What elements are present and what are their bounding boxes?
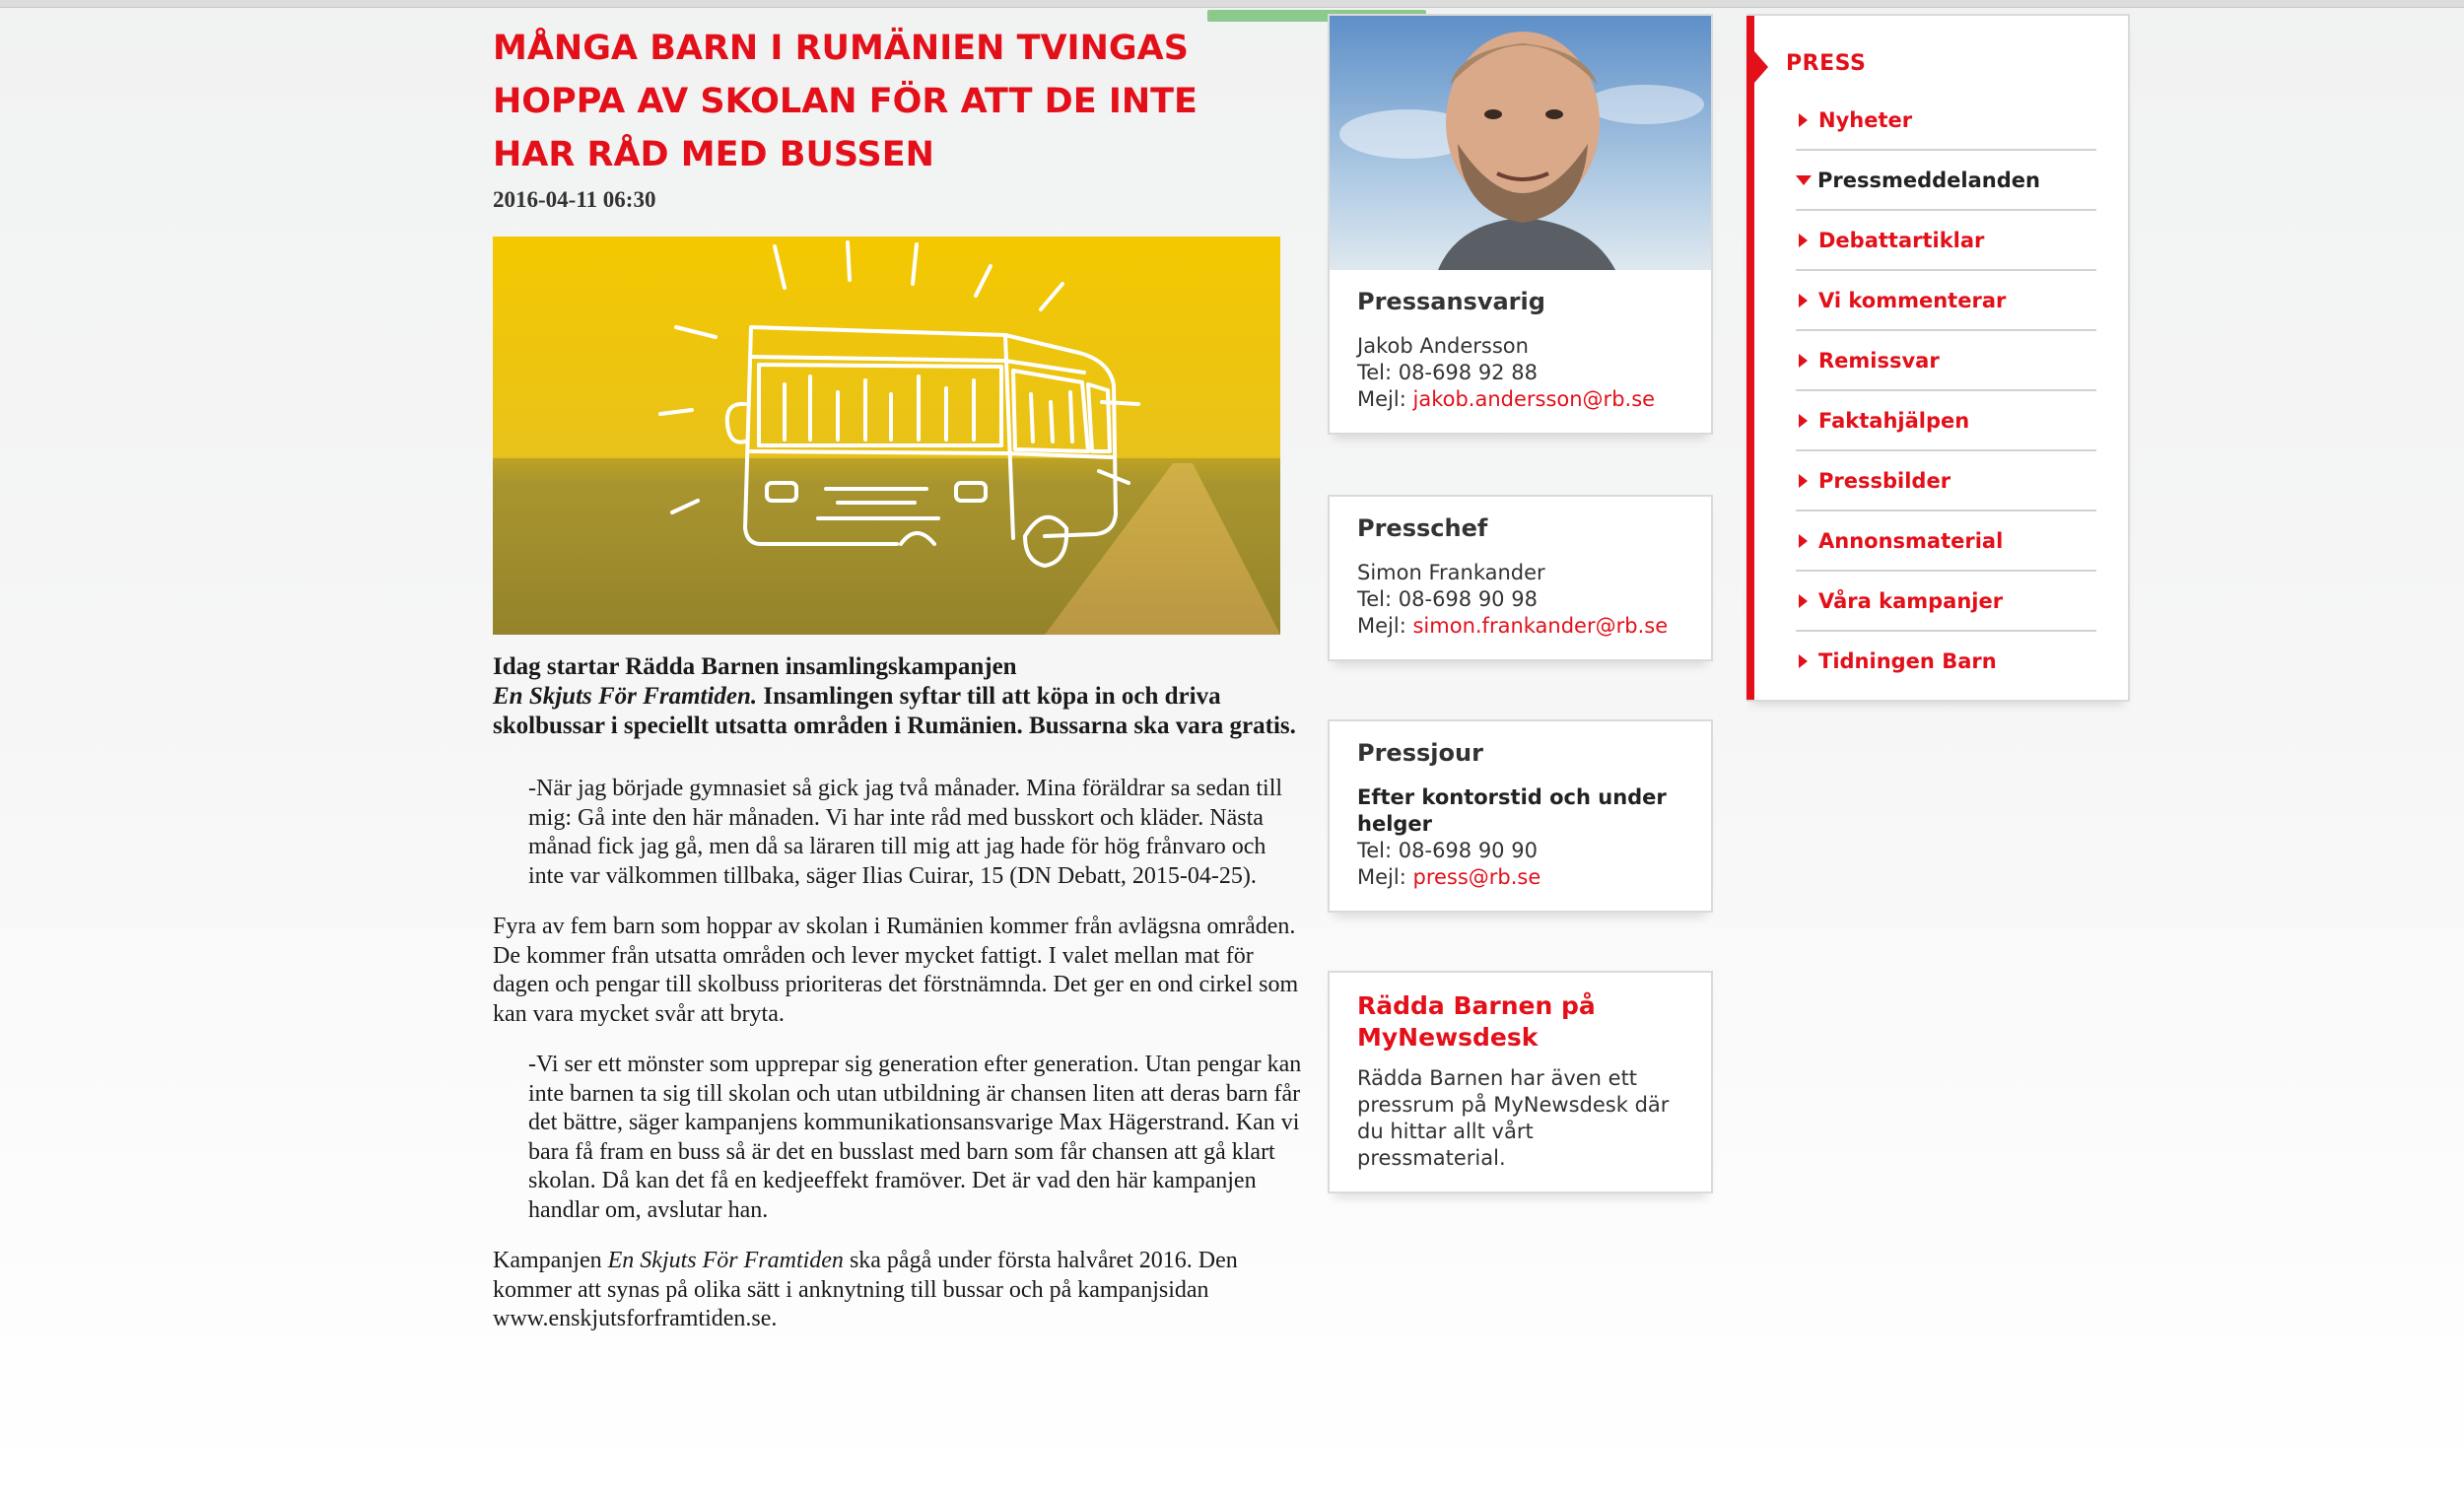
press-officer-title: Pressansvarig: [1357, 288, 1545, 315]
article: [493, 22, 1301, 1334]
article-lead: [493, 652, 1301, 741]
menu-item-label: Tidningen Barn: [1818, 648, 1997, 673]
quote-ilias: -När jag började gymnasiet så gick jag två månader. Mina föräldrar sa sedan till mig: Gå inte den här månaden. Vi har inte råd med busskort och kläder. Nästa månad fick jag gå, men då sa läraren till mig att jag hade för hög frånvaro och inte var välkommen tillbaka, säger Ilias Cuirar, 15 (DN Debatt, 2015-04-25).: [528, 776, 1283, 889]
menu-item-pressbilder[interactable]: [1796, 451, 2096, 511]
chevron-right-icon: [1799, 294, 1808, 307]
bus-illustration: [493, 237, 1280, 635]
menu-item-faktahjalpen[interactable]: [1796, 391, 2096, 451]
chevron-right-icon: [1799, 113, 1808, 127]
press-chief-phone: Tel: 08-698 90 98: [1357, 587, 1538, 611]
paragraph-dropouts: Fyra av fem barn som hoppar av skolan i Rumänien kommer från avlägsna områden. De kommer från utsatta områden och lever mycket fattigt. I valet mellan mat för dagen och pengar till skolbuss prioriteras det förstnämnda. Det ger en ond cirkel som kan vara mycket svår att bryta.: [493, 914, 1299, 1027]
menu-item-debattartiklar[interactable]: [1796, 211, 2096, 271]
press-duty-title: Pressjour: [1357, 739, 1483, 767]
press-chief-email-link[interactable]: simon.frankander@rb.se: [1412, 614, 1669, 638]
chevron-right-icon: [1799, 594, 1808, 608]
chevron-right-icon: [1799, 354, 1808, 368]
chevron-right-icon: [1799, 534, 1808, 548]
press-officer-details: [1330, 270, 1711, 433]
menu-item-vi-kommenterar[interactable]: [1796, 271, 2096, 331]
menu-item-remissvar[interactable]: [1796, 331, 2096, 391]
para-campaign-pre: Kampanjen: [493, 1248, 608, 1273]
press-officer-phone: Tel: 08-698 92 88: [1357, 361, 1538, 384]
press-duty-mail: [1357, 864, 1683, 891]
press-chief-name: Simon Frankander: [1357, 561, 1545, 584]
mynewsdesk-details: [1330, 973, 1711, 1191]
menu-item-label: Vi kommenterar: [1818, 288, 2007, 312]
press-officer-photo: [1330, 16, 1711, 270]
chevron-right-icon: [1799, 654, 1808, 668]
press-menu-accent-bar: [1746, 16, 1754, 700]
menu-item-pressmeddelanden[interactable]: [1796, 151, 2096, 211]
menu-item-label: Remissvar: [1818, 348, 1940, 373]
press-duty-email-link[interactable]: press@rb.se: [1412, 865, 1541, 889]
press-officer-mail: [1357, 386, 1683, 413]
press-duty-subtitle: Efter kontorstid och under helger: [1357, 785, 1667, 836]
press-officer-name: Jakob Andersson: [1357, 334, 1529, 358]
press-menu-title: PRESS: [1786, 51, 1867, 76]
press-menu-list: [1796, 91, 2096, 690]
press-duty-card: [1328, 719, 1713, 913]
press-chief-title: Presschef: [1357, 514, 1488, 542]
article-headline: MÅNGA BARN I RUMÄNIEN TVINGAS HOPPA AV SKOLAN FÖR ATT DE INTE HAR RÅD MED BUSSEN: [493, 29, 1198, 174]
press-chief-mail-label: Mejl:: [1357, 614, 1406, 638]
chevron-right-icon: [1799, 474, 1808, 488]
menu-item-tidningen-barn[interactable]: [1796, 632, 2096, 690]
lead-intro: Idag startar Rädda Barnen insamlingskampanjen: [493, 653, 1017, 680]
chevron-right-icon: [1799, 234, 1808, 247]
quote-max: -Vi ser ett mönster som upprepar sig generation efter generation. Utan pengar kan inte barnen ta sig till skolan och utan utbildning är chansen liten att deras barn får det bättre, säger kampanjens kommunikationsansvarige Max Hägerstrand. Kan vi bara få fram en buss så är det en busslast med barn som får chansen att gå klart skolan. Då kan det få en kedjeeffekt framöver. Det är vad den här kampanjen handlar om, avslutar han.: [528, 1052, 1302, 1223]
press-duty-details: [1330, 721, 1711, 911]
mynewsdesk-text: Rädda Barnen har även ett pressrum på MyNewsdesk där du hittar allt vårt pressmaterial.: [1357, 1066, 1670, 1170]
browser-top-edge: [0, 0, 2464, 8]
press-officer-card: [1328, 14, 1713, 435]
lead-campaign-name: En Skjuts För Framtiden.: [493, 683, 758, 710]
article-date: 2016-04-11 06:30: [493, 187, 656, 212]
lead-rest: Insamlingen syftar till att köpa in och driva skolbussar i speciellt utsatta områden i Rumänien. Bussarna ska vara gratis.: [493, 683, 1296, 739]
menu-item-label: Pressbilder: [1818, 468, 1951, 493]
press-chief-card: [1328, 495, 1713, 661]
para-campaign-name: En Skjuts För Framtiden: [607, 1248, 844, 1273]
press-menu: [1746, 14, 2130, 702]
press-duty-mail-label: Mejl:: [1357, 865, 1406, 889]
menu-item-vara-kampanjer[interactable]: [1796, 572, 2096, 632]
menu-item-label: Faktahjälpen: [1818, 408, 1970, 433]
press-chief-details: [1330, 497, 1711, 659]
menu-item-label: Annonsmaterial: [1818, 528, 2004, 553]
menu-item-annonsmaterial[interactable]: [1796, 511, 2096, 572]
hero-image: [493, 237, 1280, 635]
press-officer-mail-label: Mejl:: [1357, 387, 1406, 411]
menu-item-nyheter[interactable]: [1796, 91, 2096, 151]
menu-item-label: Nyheter: [1818, 107, 1913, 132]
chevron-down-icon: [1796, 175, 1812, 185]
menu-item-label: Pressmeddelanden: [1817, 168, 2040, 192]
mynewsdesk-card[interactable]: [1328, 971, 1713, 1193]
chevron-right-icon: [1799, 414, 1808, 428]
press-duty-phone: Tel: 08-698 90 90: [1357, 839, 1538, 862]
para-campaign-post: ska pågå under första halvåret 2016. Den kommer att synas på olika sätt i anknytning till bussar och på kampanjsidan www.enskjutsforframtiden.se.: [493, 1248, 1238, 1331]
press-chief-mail: [1357, 613, 1683, 640]
menu-item-label: Debattartiklar: [1818, 228, 1985, 252]
paragraph-campaign: [493, 1247, 1301, 1334]
press-menu-notch: [1754, 51, 1768, 83]
mynewsdesk-title[interactable]: Rädda Barnen på MyNewsdesk: [1357, 991, 1596, 1052]
menu-item-label: Våra kampanjer: [1818, 588, 2004, 613]
press-officer-email-link[interactable]: jakob.andersson@rb.se: [1412, 387, 1656, 411]
